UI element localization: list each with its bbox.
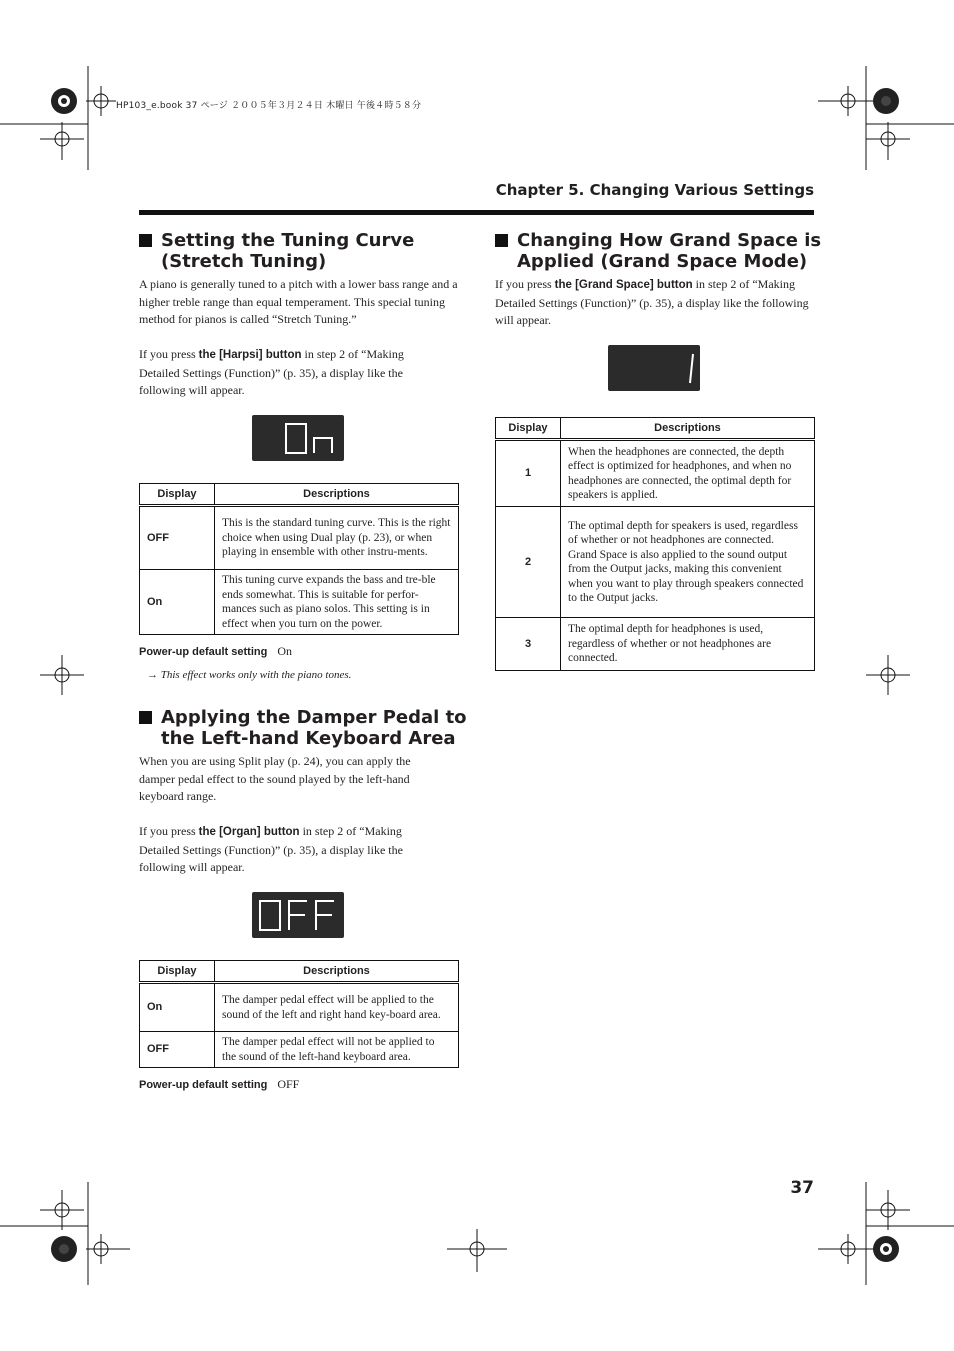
print-header: HP103_e.book 37 ページ ２００５年３月２４日 木曜日 午後４時５８分 bbox=[116, 101, 422, 111]
description: The damper pedal effect will not be applied to the sound of the left-hand keyboard area. bbox=[215, 1032, 459, 1068]
title-line: Applied (Grand Space Mode) bbox=[517, 251, 808, 272]
square-bullet-icon bbox=[139, 711, 152, 724]
description: The optimal depth for speakers is used, regardless of whether or not headphones are connected. Grand Space is also applied to the sound output from the Output jacks, making this convenient when you want to play through speakers connected to the Output jacks. bbox=[561, 507, 815, 618]
description: The optimal depth for headphones is used, regardless of whether or not headphones are connected. bbox=[561, 618, 815, 671]
column-header: Descriptions bbox=[215, 484, 459, 506]
section-title-grand-space bbox=[495, 230, 821, 272]
grandspace-table bbox=[495, 417, 815, 671]
description: The damper pedal effect will be applied to the sound of the left and right hand key-board area. bbox=[215, 983, 459, 1032]
table-row bbox=[140, 506, 459, 570]
lcd-display-on-icon bbox=[252, 415, 344, 461]
page-number: 37 bbox=[790, 1178, 814, 1198]
grandspace-instruction: If you press the [Grand Space] button in step 2 of “Making Detailed Settings (Function)” (p. 35), a display like the following will appear. bbox=[495, 277, 809, 327]
display-value: 1 bbox=[496, 440, 561, 507]
lcd-display-1-icon bbox=[608, 345, 700, 391]
title-line: the Left-hand Keyboard Area bbox=[161, 728, 456, 749]
table-row bbox=[140, 570, 459, 635]
stretch-instruction: If you press the [Harpsi] button in step 2 of “Making Detailed Settings (Function)” (p. 35), a display like the following will appear. bbox=[139, 347, 404, 397]
display-value: 3 bbox=[496, 618, 561, 671]
description: This tuning curve expands the bass and tre-ble ends somewhat. This is suitable for perfor-mances such as piano solos. This setting is in effect when you turn on the power. bbox=[215, 570, 459, 635]
description: This is the standard tuning curve. This is the right choice when using Dual play (p. 23), or when playing in ensemble with other instru-ments. bbox=[215, 506, 459, 570]
damper-powerup-default: Power-up default setting OFF bbox=[139, 1077, 300, 1091]
stretch-intro: A piano is generally tuned to a pitch with a lower bass range and a higher treble range than equal temperament. This special tuning method for pianos is called “Stretch Tuning.” bbox=[139, 277, 458, 326]
stretch-table bbox=[139, 483, 459, 635]
lcd-display-off-icon bbox=[252, 892, 344, 938]
damper-table bbox=[139, 960, 459, 1068]
table-row bbox=[496, 440, 815, 507]
title-line: Changing How Grand Space is bbox=[517, 230, 822, 251]
table-row bbox=[496, 618, 815, 671]
description: When the headphones are connected, the depth effect is optimized for headphones, and when no headphones are connected, the optimal depth for speakers is applied. bbox=[561, 440, 815, 507]
damper-intro: When you are using Split play (p. 24), you can apply the damper pedal effect to the sound played by the left-hand keyboard range. bbox=[139, 754, 411, 803]
display-value: On bbox=[140, 983, 215, 1032]
title-line: Setting the Tuning Curve bbox=[161, 230, 415, 251]
square-bullet-icon bbox=[495, 234, 508, 247]
table-row bbox=[140, 983, 459, 1032]
display-value: OFF bbox=[140, 1032, 215, 1068]
section-title-stretch-tuning bbox=[139, 230, 414, 272]
stretch-note: → This effect works only with the piano tones. bbox=[147, 669, 352, 681]
square-bullet-icon bbox=[139, 234, 152, 247]
column-header: Display bbox=[496, 418, 561, 440]
chapter-title: Chapter 5. Changing Various Settings bbox=[495, 181, 814, 199]
table-row bbox=[140, 1032, 459, 1068]
column-header: Descriptions bbox=[215, 961, 459, 983]
display-value: On bbox=[140, 570, 215, 635]
column-header: Descriptions bbox=[561, 418, 815, 440]
stretch-powerup-default: Power-up default setting On bbox=[139, 644, 293, 658]
column-header: Display bbox=[140, 961, 215, 983]
table-row bbox=[496, 507, 815, 618]
damper-instruction: If you press the [Organ] button in step 2 of “Making Detailed Settings (Function)” (p. 35), a display like the following will appear. bbox=[139, 824, 403, 874]
column-header: Display bbox=[140, 484, 215, 506]
title-line: (Stretch Tuning) bbox=[161, 251, 327, 272]
display-value: 2 bbox=[496, 507, 561, 618]
header-rule bbox=[139, 210, 814, 215]
section-title-damper-pedal bbox=[139, 707, 467, 749]
title-line: Applying the Damper Pedal to bbox=[161, 707, 467, 728]
display-value: OFF bbox=[140, 506, 215, 570]
